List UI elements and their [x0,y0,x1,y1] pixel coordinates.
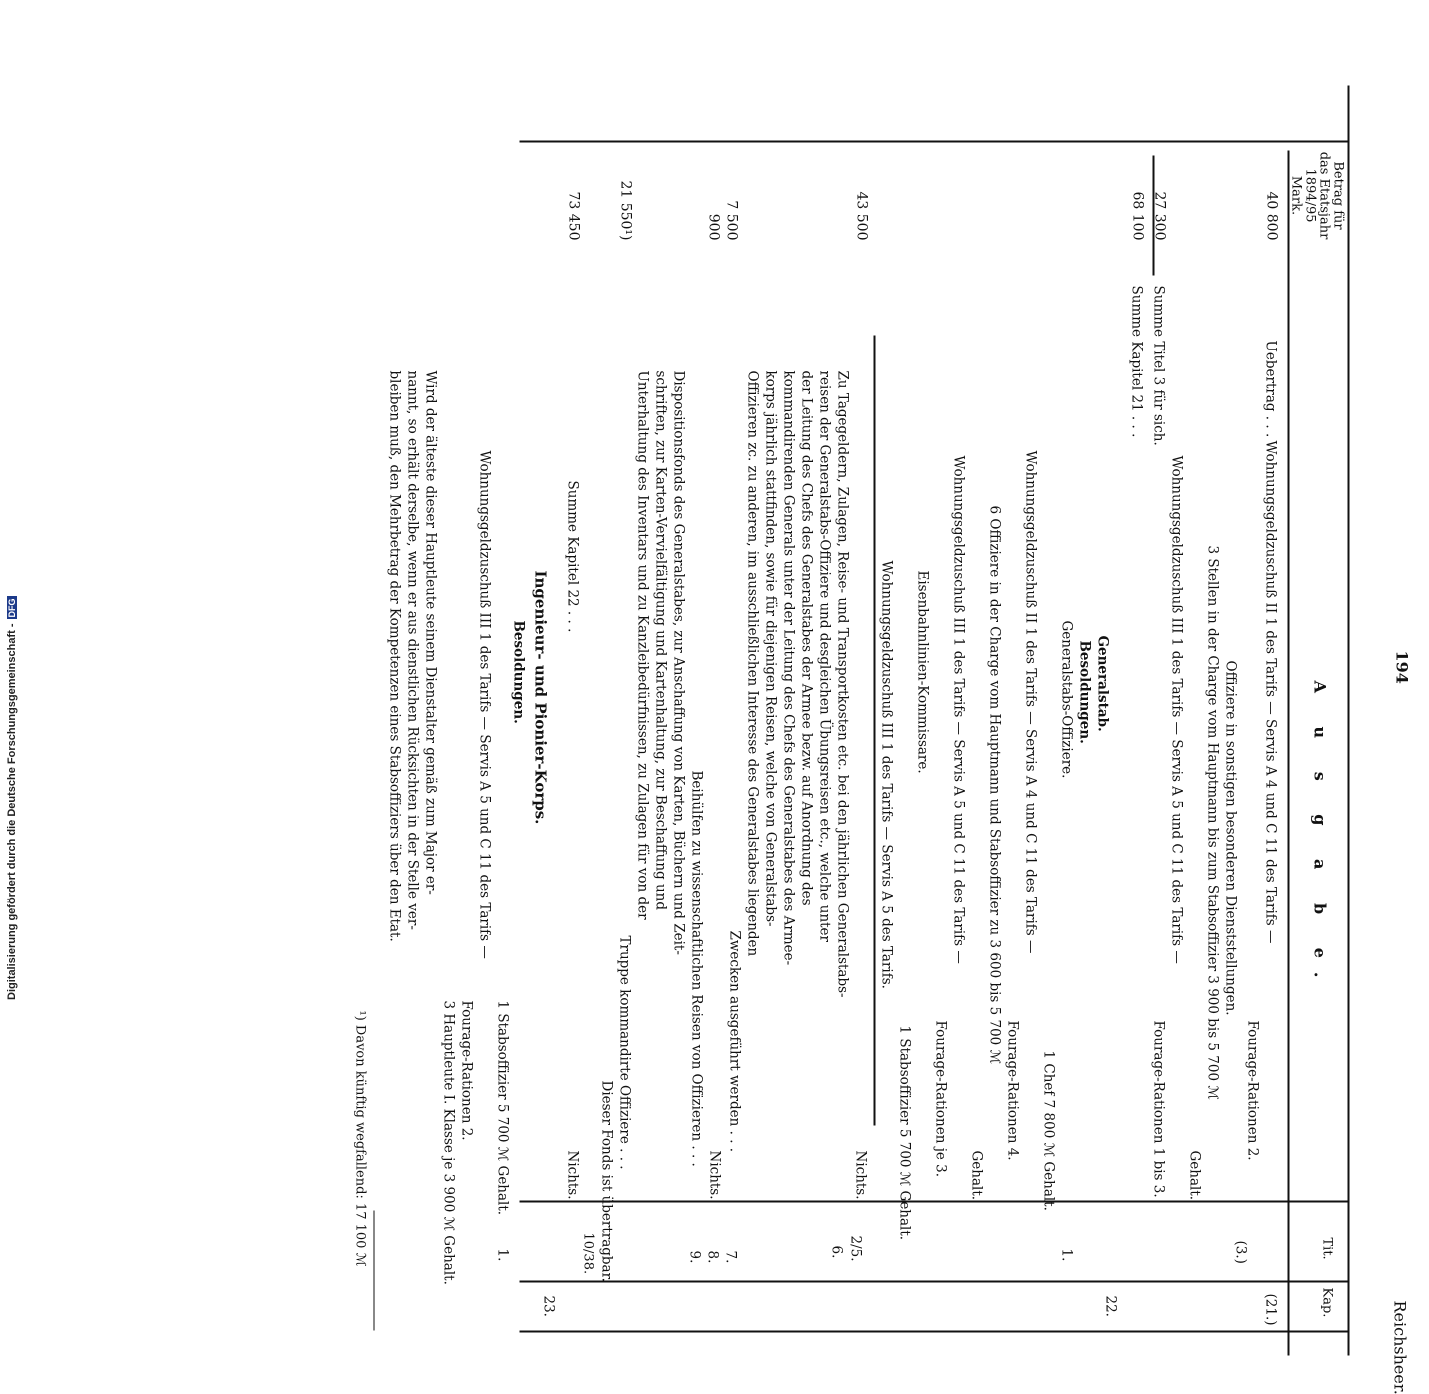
text-line: nannt, so erhält derselbe, wenn er aus dienstlichen Rücksichten in der Stelle ver- [404,370,420,930]
text-line: Gehalt. [968,1150,984,1200]
text-line: 6 Offiziere in der Charge vom Hauptmann und Stabsoffizier zu 3 600 bis 5 700 ℳ [986,505,1002,1064]
sum-label: Summe Titel 3 für sich. [1150,285,1166,446]
text-line: Nichts. [852,1150,868,1200]
text-line: Dispositionsfonds des Generalstabes, zur Anschaffung von Karten, Büchern und Zeit- [670,370,686,955]
tit-number: 1. [1058,1248,1074,1261]
text-line: 1 Chef 7 800 ℳ Gehalt. [1040,1050,1056,1211]
text-line: Zu Tagegeldern, Zulagen, Reise- und Transportkosten etc. bei den jährlichen Generalstabs- [834,370,850,998]
dfg-logo: DFG [7,598,17,618]
text-line: Gehalt. [1186,1150,1202,1200]
subheading: Eisenbahnlinien-Kommissare. [914,570,930,774]
tit-number: 2/5. [847,1235,863,1262]
page-number: 194 [1392,650,1411,684]
kap-number: (21.) [1262,1293,1278,1326]
chapter-heading: Generalstab. [1094,635,1110,732]
carry-over-amount: 40 800 [1263,191,1279,240]
text-line: 1 Stabsoffizier 5 700 ℳ Gehalt. [494,1000,510,1215]
column-head-betrag-3: 1894/95 [1302,167,1317,222]
amount: 21 550¹) [617,179,633,240]
text-line: Zwecken ausgeführt werden . . . [726,930,742,1152]
carry-over-label: Uebertrag . . . [1262,340,1278,437]
text-line: Wohnungsgeldzuschuß II 1 des Tarifs — Servis A 4 und C 11 des Tarifs — [1262,440,1278,944]
text-line: Nichts. [564,1150,580,1200]
subheading: Besoldungen. [1076,640,1092,744]
text-line: 1 Stabsoffizier 5 700 ℳ Gehalt. [896,1025,912,1240]
sum-label: Summe Kapitel 21 . . . [1128,285,1144,437]
sum-amount: 68 100 [1129,191,1145,240]
chapter-heading: Ingenieur- und Pionier-Korps. [531,570,549,824]
sum-label: Summe Kapitel 22 . . . [564,480,580,632]
tit-number: 6. [828,1245,844,1258]
kap-column-rule [519,1330,1349,1332]
text-line: Wohnungsgeldzuschuß II 1 des Tarifs — Servis A 4 und C 11 des Tarifs — [1022,450,1038,954]
column-head-betrag-2: das Etatsjahr [1316,151,1331,239]
column-head-kap: Kap. [1319,1287,1334,1317]
sum-amount: 73 450 [565,191,581,240]
column-head-tit: Tit. [1319,1237,1334,1260]
amount: 900 [705,213,721,240]
text-line: reisen der Generalstabs-Offiziere und desgleichen Übungsreisen etc., welche unter [816,370,832,942]
amount: 43 500 [853,191,869,240]
text-line: Wohnungsgeldzuschuß III 1 des Tarifs — Servis A 5 und C 11 des Tarifs — [476,450,492,959]
footnote-rule [373,1210,374,1330]
text-line: schriften, zur Karten-Vervielfältigung und Kartenhaltung, zur Beschaffung und [652,370,668,910]
digitization-credit-text: Digitalisierung gefördert durch die Deutsche Forschungsgemeinschaft - [6,623,18,1000]
header-top-rule [1348,85,1350,1355]
amount: 7 500 [723,199,739,240]
text-line: korps jährlich stattfinden, sowie für diejenigen Reisen, welche von Generalstabs- [762,370,778,927]
text-line: Nichts. [706,1150,722,1200]
tit-number: 8. [704,1250,720,1263]
text-line: Truppe kommandirte Offiziere . . . [616,935,632,1170]
amount-column-rule [519,140,1349,142]
text-line: Dieser Fonds ist übertragbar. [598,1080,614,1282]
tit-number: (3.) [1232,1240,1248,1264]
subheading: Besoldungen. [510,620,526,724]
text-line: kommandirenden Generals unter der Leitung des Chefs des Generalstabes des Armee- [780,370,796,965]
text-column-rule [519,1200,1349,1202]
digitization-credit [6,598,22,1000]
kap-number: 22. [1102,1295,1118,1317]
text-line: 3 Hauptleute I. Klasse je 3 900 ℳ Gehalt. [440,1000,456,1285]
ledger-header-label: Reichsheer. [1390,1300,1409,1394]
footnote: ¹) Davon künftig wegfallend: 17 100 ℳ [352,1010,367,1266]
text-line: Offizieren zc. zu anderen, im ausschließlichen Interesse des Generalstabes liegenden [744,370,760,956]
text-line: bleiben muß, den Mehrbetrag der Kompetenzen eines Stabsoffiziers über den Etat. [386,370,402,942]
subheading: Offiziere in sonstigen besonderen Dienststellungen. [1222,660,1238,1016]
text-line: Fourage-Rationen 2. [1244,1020,1260,1161]
text-line: Fourage-Rationen je 3. [932,1020,948,1177]
tit-number: 9. [686,1250,702,1263]
header-bottom-rule [1288,150,1290,1355]
subheading: Generalstabs-Offiziere. [1058,620,1074,778]
text-line: Wohnungsgeldzuschuß III 1 des Tarifs — Servis A 5 des Tarifs. [878,560,894,989]
column-head-betrag-1: Betrag für [1330,160,1345,230]
text-line: Wohnungsgeldzuschuß III 1 des Tarifs — Servis A 5 und C 11 des Tarifs — [1168,455,1184,964]
sum-amount: 27 300 [1151,191,1167,240]
text-line: Wohnungsgeldzuschuß III 1 des Tarifs — Servis A 5 und C 11 des Tarifs — [950,455,966,964]
column-head-unit: Mark. [1288,175,1303,215]
tit-number: 10/38. [580,1232,595,1274]
tit-column-rule [519,1280,1349,1282]
text-line: der Leitung des Chefs des Generalstabes der Armee bezw. auf Anordnung des [798,370,814,906]
text-line: Beihülfen zu wissenschaftlichen Reisen von Offizieren . . . [688,770,704,1167]
section-title: A u s g a b e. [1310,680,1329,991]
text-line: Wird der älteste dieser Hauptleute seinem Dienstalter gemäß zum Major er- [422,370,438,895]
kap-number: 23. [540,1295,556,1317]
divider-rule [874,335,876,1125]
text-line: Fourage-Rationen 4. [1004,1020,1020,1161]
text-line: 3 Stellen in der Charge vom Hauptmann bis zum Stabsoffizier 3 900 bis 5 700 ℳ [1204,545,1220,1100]
text-line: Fourage-Rationen 1 bis 3. [1150,1020,1166,1198]
text-line: Unterhaltung des Inventars und zu Kanzleibedürfnissen, zu Zulagen für von der [634,370,650,920]
text-line: Fourage-Rationen 2. [458,1000,474,1141]
tit-number: 7. [722,1250,738,1263]
tit-number: 1. [494,1248,510,1261]
